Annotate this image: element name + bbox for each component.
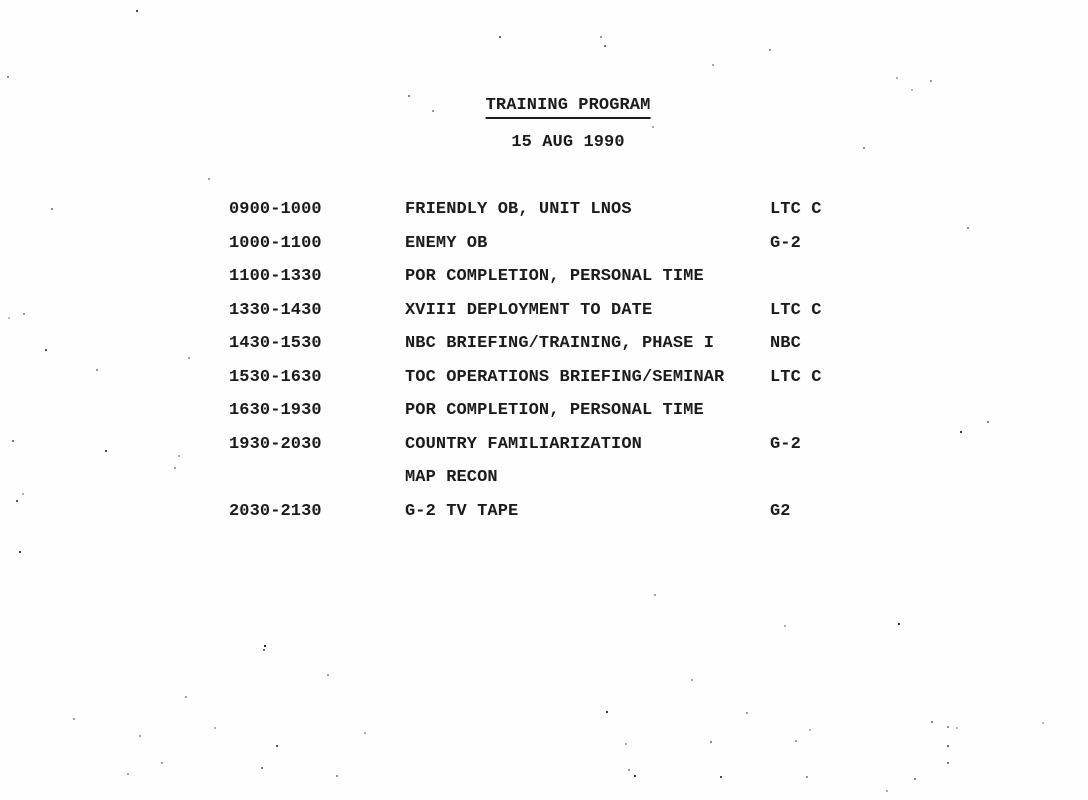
table-row <box>0 235 1088 269</box>
instructor-cell: LTC C <box>770 200 822 219</box>
time-cell: 1630-1930 <box>229 401 322 420</box>
time-cell: 1000-1100 <box>229 233 322 253</box>
instructor-cell: G2 <box>770 501 791 521</box>
time-cell: 1330-1430 <box>229 300 322 320</box>
time-cell: 2030-2130 <box>229 501 322 521</box>
subject-cell: MAP RECON <box>405 468 498 487</box>
subject-cell: G-2 TV TAPE <box>405 501 519 521</box>
table-row <box>0 503 1088 537</box>
subject-cell: NBC BRIEFING/TRAINING, PHASE I <box>405 334 715 353</box>
document-date: 15 AUG 1990 <box>511 133 625 152</box>
training-schedule-table <box>0 201 1088 536</box>
subject-cell: COUNTRY FAMILIARIZATION <box>405 434 642 454</box>
subject-cell: FRIENDLY OB, UNIT LNOS <box>405 200 632 219</box>
table-row <box>0 369 1088 403</box>
table-row <box>0 302 1088 336</box>
instructor-cell: NBC <box>770 334 801 353</box>
time-cell: 1100-1330 <box>229 267 322 286</box>
subject-cell: POR COMPLETION, PERSONAL TIME <box>405 401 704 420</box>
table-row <box>0 402 1088 436</box>
table-row <box>0 335 1088 369</box>
time-cell: 1530-1630 <box>229 367 322 387</box>
instructor-cell: G-2 <box>770 434 801 454</box>
table-row <box>0 469 1088 503</box>
subject-cell: XVIII DEPLOYMENT TO DATE <box>405 300 653 320</box>
table-row <box>0 436 1088 470</box>
instructor-cell: LTC C <box>770 300 822 320</box>
subject-cell: TOC OPERATIONS BRIEFING/SEMINAR <box>405 367 725 387</box>
table-row <box>0 268 1088 302</box>
table-row <box>0 201 1088 235</box>
subject-cell: ENEMY OB <box>405 233 488 253</box>
time-cell: 1430-1530 <box>229 334 322 353</box>
subject-cell: POR COMPLETION, PERSONAL TIME <box>405 267 704 286</box>
time-cell: 1930-2030 <box>229 434 322 454</box>
scan-noise-specks <box>0 0 2 2</box>
instructor-cell: G-2 <box>770 233 801 253</box>
time-cell: 0900-1000 <box>229 200 322 219</box>
page-title: TRAINING PROGRAM <box>486 97 651 119</box>
instructor-cell: LTC C <box>770 367 822 387</box>
document-header <box>486 96 651 119</box>
